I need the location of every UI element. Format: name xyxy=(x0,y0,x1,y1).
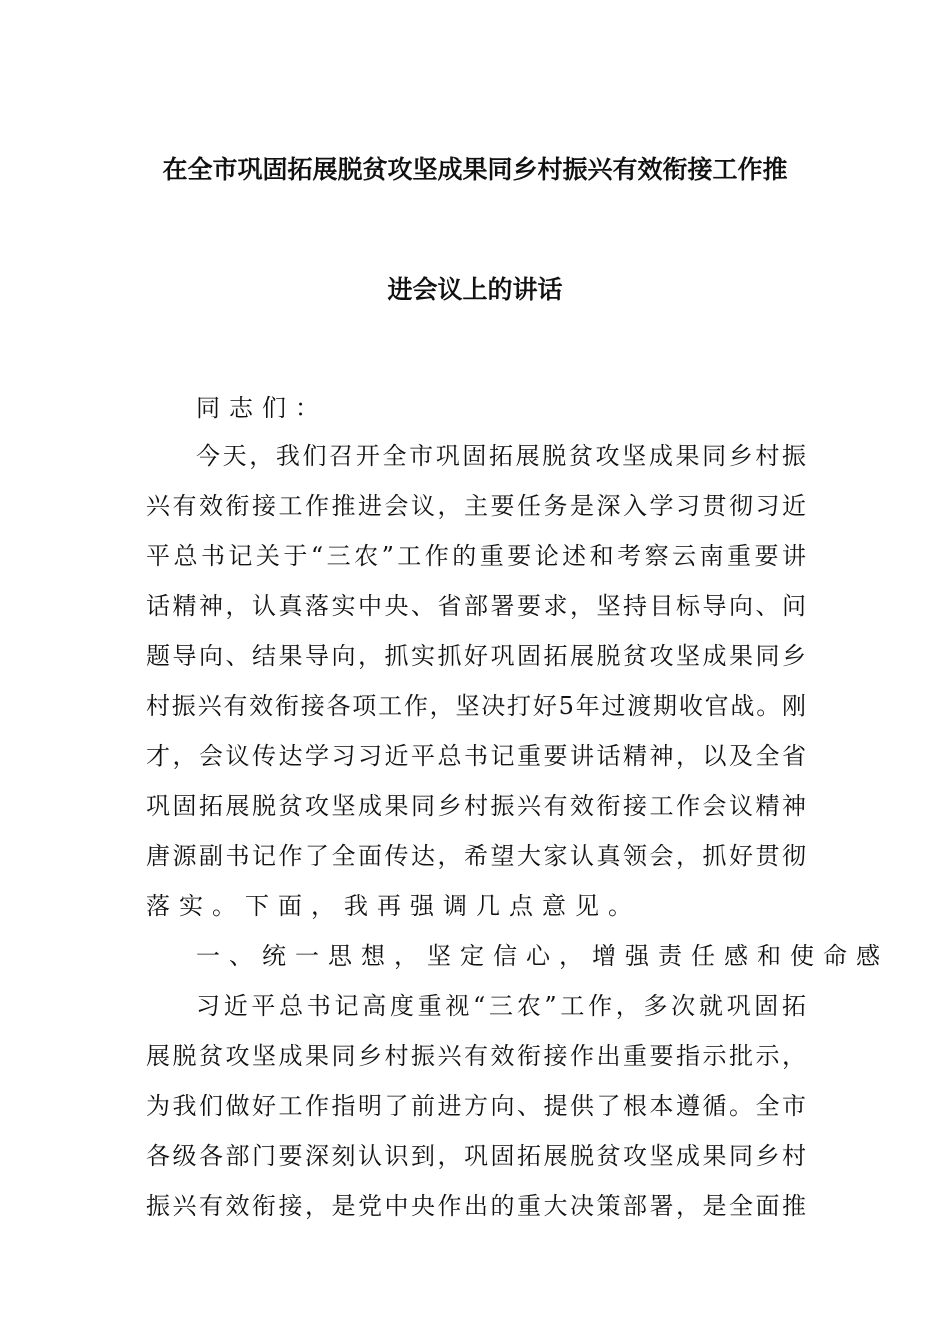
body-line: 平总书记关于“三农”工作的重要论述和考察云南重要讲 xyxy=(146,542,806,570)
body-line: 为我们做好工作指明了前进方向、提供了根本遵循。全市 xyxy=(146,1092,806,1120)
body-line: 落实。下面，我再强调几点意见。 xyxy=(146,892,641,920)
body-line: 题导向、结果导向，抓实抓好巩固拓展脱贫攻坚成果同乡 xyxy=(146,642,806,670)
salutation: 同志们： xyxy=(196,394,328,422)
section-heading: 一、统一思想，坚定信心，增强责任感和使命感 xyxy=(196,942,889,970)
body-line: 展脱贫攻坚成果同乡村振兴有效衔接作出重要指示批示， xyxy=(146,1042,806,1070)
body-line: 各级各部门要深刻认识到，巩固拓展脱贫攻坚成果同乡村 xyxy=(146,1142,806,1170)
body-line: 振兴有效衔接，是党中央作出的重大决策部署，是全面推 xyxy=(146,1192,806,1220)
document-title-line-1: 在全市巩固拓展脱贫攻坚成果同乡村振兴有效衔接工作推 xyxy=(162,155,788,184)
body-line: 巩固拓展脱贫攻坚成果同乡村振兴有效衔接工作会议精神 xyxy=(146,792,806,820)
document-title-line-2: 进会议上的讲话 xyxy=(387,275,563,304)
body-line: 才，会议传达学习习近平总书记重要讲话精神，以及全省 xyxy=(146,742,806,770)
body-line: 话精神，认真落实中央、省部署要求，坚持目标导向、问 xyxy=(146,592,806,620)
body-line: 村振兴有效衔接各项工作，坚决打好5年过渡期收官战。刚 xyxy=(146,692,806,720)
body-line: 兴有效衔接工作推进会议，主要任务是深入学习贯彻习近 xyxy=(146,492,806,520)
body-line: 唐源副书记作了全面传达，希望大家认真领会，抓好贯彻 xyxy=(146,842,806,870)
body-line: 习近平总书记高度重视“三农”工作，多次就巩固拓 xyxy=(196,992,806,1020)
body-line: 今天，我们召开全市巩固拓展脱贫攻坚成果同乡村振 xyxy=(196,442,806,470)
